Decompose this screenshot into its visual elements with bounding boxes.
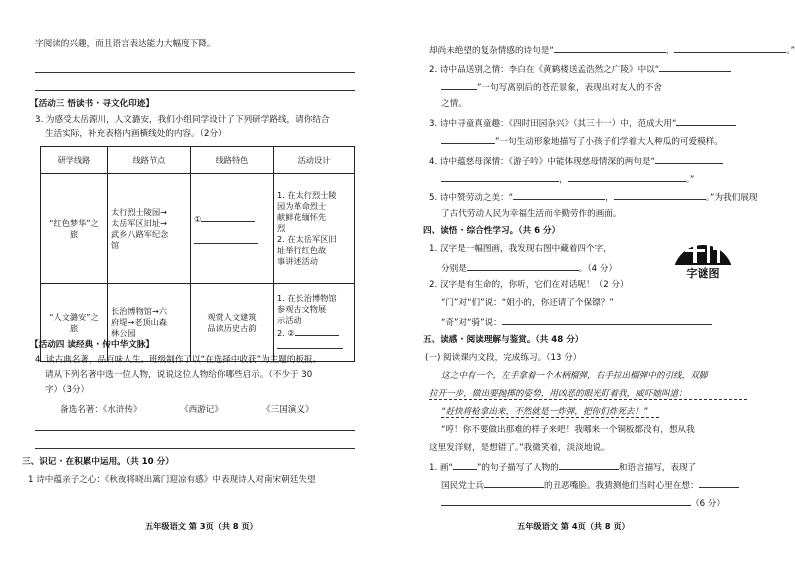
answer-line[interactable] bbox=[35, 90, 355, 91]
feature-cell: 观赏人文建筑 品读历史古韵 bbox=[191, 284, 274, 362]
q4-line2: 请从下列名著中选一位人物，说说这位人物给你哪些启示。（不少于 30 bbox=[45, 370, 313, 380]
answer-row[interactable]: 4. 诗中蕴慈母深情：《游子吟》中能体现慈母情深的两句是“ bbox=[429, 154, 723, 168]
s4-q1: 1. 汉字是一幅图画，我发现右图中藏着四个字， bbox=[429, 244, 612, 254]
nodes-cell: 长治博物馆→六 府堤→老顶山森 林公园 bbox=[108, 284, 191, 362]
q4-line3: 字）（3分） bbox=[45, 385, 90, 395]
book-item: 《西游记》 bbox=[180, 405, 223, 415]
activity4-title: 【活动四 读经典 · 传中华文脉】 bbox=[30, 340, 154, 350]
answer-row[interactable]: ， 。” bbox=[441, 172, 694, 186]
answer-row[interactable]: 2. 诗中品送别之情：李白在《黄鹤楼送孟浩然之广陵》中以“ bbox=[429, 62, 731, 76]
passage-line: “赶快将枪拿出来，不然就是一炸弹，把你们炸死去！” bbox=[441, 407, 648, 417]
left-page bbox=[0, 0, 397, 561]
passage-line: “哼！你不要做出那难的样子来吧！我哪来一个铜板都没有，想从我 bbox=[441, 425, 695, 435]
activity3-title: 【活动三 悟读书 · 寻文化印迹】 bbox=[30, 99, 154, 109]
header-activity: 活动设计 bbox=[274, 147, 355, 174]
page-footer: 五年级语文 第 4页（共 8 页） bbox=[517, 521, 630, 531]
nodes-cell: 太行烈士陵园→ 太岳军区旧址→ 武乡八路军纪念 馆 bbox=[108, 174, 191, 284]
header-nodes: 线路节点 bbox=[108, 147, 191, 174]
character-puzzle-image bbox=[659, 235, 747, 281]
book-item: 《三国演义》 bbox=[262, 405, 314, 415]
stamp-text: 字谜图 bbox=[686, 267, 720, 280]
sub1-title: (一) 阅读课内文段，完成练习。（13 分） bbox=[425, 353, 582, 363]
answer-row[interactable]: 国民党士兵 的丑恶嘴脸。我猜测他们当时心里在想： bbox=[441, 478, 739, 492]
answer-line[interactable] bbox=[35, 430, 355, 431]
wavy-underline bbox=[429, 399, 747, 400]
q3-line1: 3. 为感受太岳源川，人文潞安，我们小组同学设计了下列研学路线，请你结合 bbox=[35, 115, 330, 125]
section5-title: 五、读感 · 阅读理解与鉴赏。（共 48 分） bbox=[423, 335, 584, 345]
passage-line: 拉开一步，做出要抛掷的姿势，用凶恶的眼光盯着我，威吓她叫道： bbox=[429, 389, 687, 399]
table-row bbox=[41, 174, 355, 284]
answer-row[interactable]: “奇”对“骑”说： bbox=[441, 315, 712, 329]
answer-row[interactable]: ”一句生动形象地描写了小孩子们学着大人种瓜的可爱模样。 bbox=[441, 134, 723, 148]
passage-line: 这里发洋财，是想错了。”我微笑着，淡淡地说。 bbox=[429, 443, 610, 453]
answer-row[interactable]: 却尚未绝望的复杂情感的诗句是“ ， 。” bbox=[429, 43, 795, 57]
answer-row[interactable]: 1. 画“ ”的句子描写了人物的 和语言描写，表现了 bbox=[429, 460, 696, 474]
page-footer: 五年级语文 第 3页（共 8 页） bbox=[145, 521, 258, 531]
right-page bbox=[397, 0, 794, 561]
q3-line2: 生活实际，补充表格内画横线处的内容。（2分） bbox=[45, 129, 227, 139]
q5-line2: 了古代劳动人民为幸福生活而辛勤劳作的画面。 bbox=[441, 209, 622, 219]
books-list: 备选名著：《水浒传》 bbox=[60, 405, 142, 415]
route-cell: “红色梦华”之 旅 bbox=[41, 174, 108, 284]
activity-cell[interactable]: 1. 在长治博物馆 参观古文物展 示活动 2. ② bbox=[274, 284, 355, 362]
section3-title: 三、识记 · 在积累中运用。（共 10 分） bbox=[22, 457, 174, 467]
header-route: 研学线路 bbox=[41, 147, 108, 174]
route-table bbox=[40, 146, 355, 362]
section4-title: 四、读悟 · 综合性学习。（共 6 分） bbox=[423, 226, 561, 236]
feature-cell[interactable]: ① bbox=[191, 174, 274, 284]
answer-line[interactable] bbox=[35, 72, 355, 73]
answer-row[interactable]: 5. 诗中赞劳动之美：“ ， 。”为我们展现 bbox=[429, 190, 757, 204]
answer-row[interactable]: （6 分） bbox=[441, 496, 725, 510]
wavy-underline bbox=[441, 417, 659, 418]
dialog1: “门”对“们”说：“姐小的，你还请了个保镖？” bbox=[441, 298, 614, 308]
q2-line3: 之情。 bbox=[441, 99, 467, 109]
answer-row[interactable]: ”一句写离别后的苍茫景象，表现出对友人的不舍 bbox=[441, 80, 662, 94]
q4-line1: 4. 读古典名著，品百味人生。班级制作了以“在选择中收获”为主题的板报。 bbox=[35, 355, 322, 365]
answer-row[interactable]: 分别是 。（4 分） bbox=[441, 261, 617, 275]
q1-line: 1 诗中蕴亲子之心：《秋夜将晓出篱门迎凉有感》中表现诗人对南宋朝廷失望 bbox=[28, 475, 316, 485]
route-cell: “人文潞安”之 旅 bbox=[41, 284, 108, 362]
passage-line: 这之中有一个，左手拿着一个木柄榴弹，右手拉出榴弹中的引线，双脚 bbox=[441, 371, 708, 381]
top-line: 字阅读的兴趣，而且语言表达能力大幅度下降。 bbox=[35, 39, 216, 49]
header-feature: 线路特色 bbox=[191, 147, 274, 174]
s4-q2: 2. 汉字是有生命的，你听，它们在对话呢！（2 分） bbox=[429, 280, 629, 290]
answer-row[interactable]: 3. 诗中寻童真童趣：《四时田园杂兴》（其三十一）中，范成大用“ bbox=[429, 116, 736, 130]
activity-cell: 1. 在太行烈士陵 园为革命烈士 献鲜花缅怀先 烈 2. 在太岳军区旧 址举行红色故 事讲述活动 bbox=[274, 174, 355, 284]
answer-line[interactable] bbox=[35, 448, 355, 449]
